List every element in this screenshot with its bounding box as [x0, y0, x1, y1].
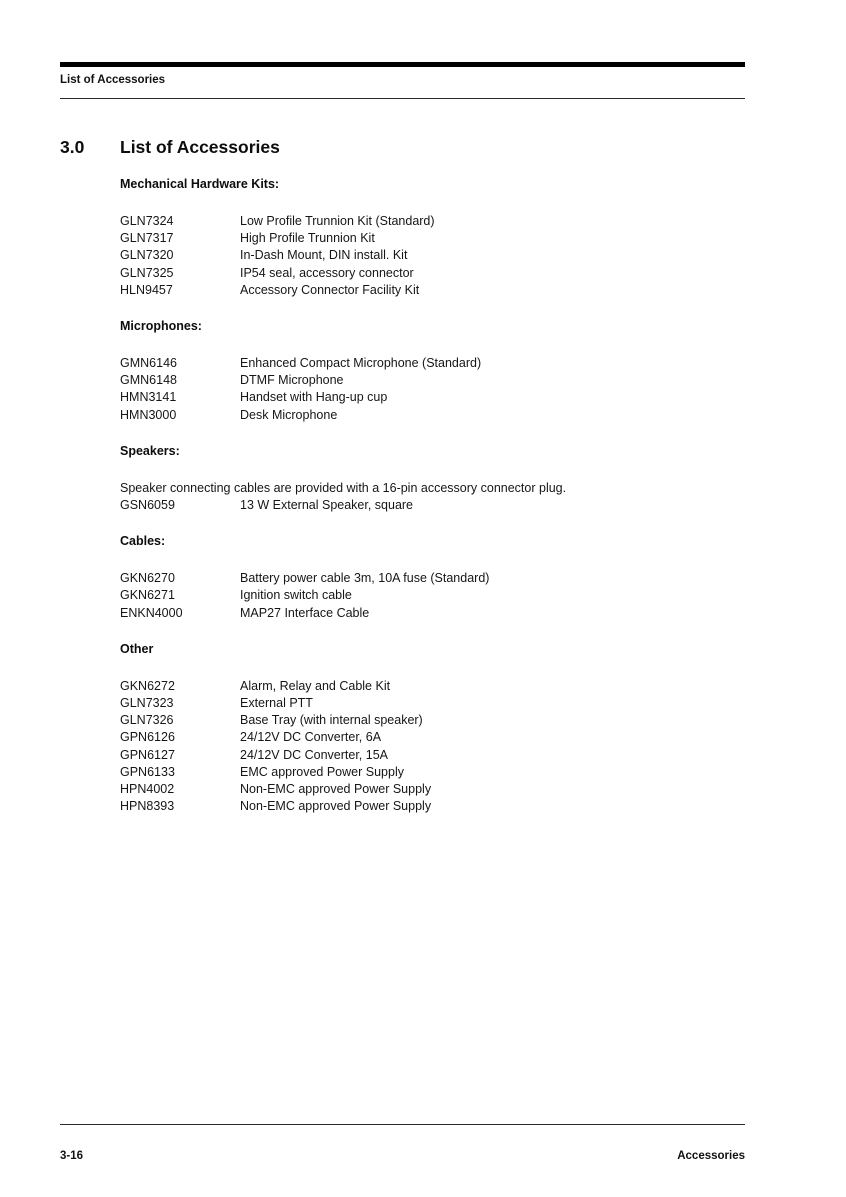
section-title: Speakers:: [120, 443, 180, 458]
part-description: In-Dash Mount, DIN install. Kit: [240, 248, 408, 263]
accessory-row: [120, 265, 746, 282]
accessory-row: [120, 695, 746, 712]
part-description: MAP27 Interface Cable: [240, 605, 370, 620]
accessory-row: [120, 712, 746, 729]
accessory-row: [120, 781, 746, 798]
footer-page-number: 3-16: [60, 1150, 84, 1162]
part-number: GMN6148: [120, 373, 177, 388]
part-number: GKN6272: [120, 678, 175, 693]
part-number: HPN4002: [120, 782, 175, 797]
accessory-row: [120, 355, 746, 372]
footer-chapter-title: Accessories: [677, 1150, 745, 1162]
accessory-row: [120, 372, 746, 389]
header-thin-rule: [60, 98, 745, 99]
part-number: GMN6146: [120, 356, 177, 371]
accessory-row: [120, 247, 746, 264]
accessory-row: [120, 407, 746, 424]
part-number: GLN7324: [120, 214, 174, 228]
part-description: EMC approved Power Supply: [240, 764, 404, 779]
accessory-row: [120, 764, 746, 781]
accessory-row: [120, 747, 746, 764]
part-description: Ignition switch cable: [240, 588, 352, 603]
running-header-title: List of Accessories: [60, 74, 166, 86]
part-description: External PTT: [240, 696, 313, 711]
part-number: GLN7323: [120, 696, 174, 711]
part-description: Accessory Connector Facility Kit: [240, 282, 420, 297]
part-number: GLN7320: [120, 248, 174, 263]
accessory-row: [120, 230, 746, 247]
part-description: Enhanced Compact Microphone (Standard): [240, 356, 482, 371]
section-mechanical-hardware-kits: [120, 176, 746, 299]
part-number: HMN3141: [120, 390, 177, 405]
part-description: DTMF Microphone: [240, 373, 344, 388]
part-description: Base Tray (with internal speaker): [240, 713, 423, 728]
part-number: GKN6271: [120, 588, 175, 603]
section-title: Microphones:: [120, 319, 202, 334]
part-description: Battery power cable 3m, 10A fuse (Standard): [240, 571, 490, 586]
part-description: 24/12V DC Converter, 6A: [240, 730, 382, 745]
part-description: Low Profile Trunnion Kit (Standard): [240, 214, 435, 228]
section-title: Other: [120, 641, 154, 656]
part-number: GLN7325: [120, 265, 174, 280]
accessory-row: [120, 497, 746, 514]
part-number: HMN3000: [120, 407, 177, 422]
accessory-row: [120, 282, 746, 299]
accessory-row: [120, 213, 746, 230]
part-number: GSN6059: [120, 498, 175, 513]
part-description: Non-EMC approved Power Supply: [240, 799, 432, 814]
part-description: Alarm, Relay and Cable Kit: [240, 678, 391, 693]
accessory-row: [120, 587, 746, 604]
section-cables: [120, 533, 746, 622]
section-title: Cables:: [120, 534, 166, 549]
section-title: Mechanical Hardware Kits:: [120, 177, 280, 191]
part-number: HPN8393: [120, 799, 175, 814]
accessory-sections: [120, 176, 746, 815]
section-speakers: [120, 443, 746, 514]
page-title: List of Accessories: [120, 137, 280, 157]
part-number: GLN7326: [120, 713, 174, 728]
header-thick-rule: [60, 62, 745, 67]
part-description: 24/12V DC Converter, 15A: [240, 747, 388, 762]
footer-rule: [60, 1124, 745, 1125]
page-content: [60, 136, 746, 834]
part-number: GLN7317: [120, 231, 174, 246]
part-number: GPN6127: [120, 747, 175, 762]
section-intro-text: Speaker connecting cables are provided with a 16-pin accessory connector plug.: [120, 480, 567, 495]
accessory-row: [120, 389, 746, 406]
accessory-row: [120, 605, 746, 622]
accessory-row: [120, 798, 746, 815]
part-description: IP54 seal, accessory connector: [240, 265, 414, 280]
part-description: Desk Microphone: [240, 407, 338, 422]
section-microphones: [120, 318, 746, 424]
part-description: Non-EMC approved Power Supply: [240, 782, 432, 797]
part-description: High Profile Trunnion Kit: [240, 231, 375, 246]
part-description: Handset with Hang-up cup: [240, 390, 388, 405]
accessory-row: [120, 729, 746, 746]
part-number: HLN9457: [120, 282, 173, 297]
part-number: ENKN4000: [120, 605, 183, 620]
part-number: GPN6133: [120, 764, 175, 779]
section-number: 3.0: [60, 137, 85, 157]
accessory-row: [120, 678, 746, 695]
part-number: GPN6126: [120, 730, 175, 745]
accessory-row: [120, 570, 746, 587]
page-footer: [60, 1150, 745, 1162]
part-description: 13 W External Speaker, square: [240, 498, 414, 513]
part-number: GKN6270: [120, 571, 175, 586]
section-heading: [60, 136, 746, 158]
section-other: [120, 641, 746, 816]
